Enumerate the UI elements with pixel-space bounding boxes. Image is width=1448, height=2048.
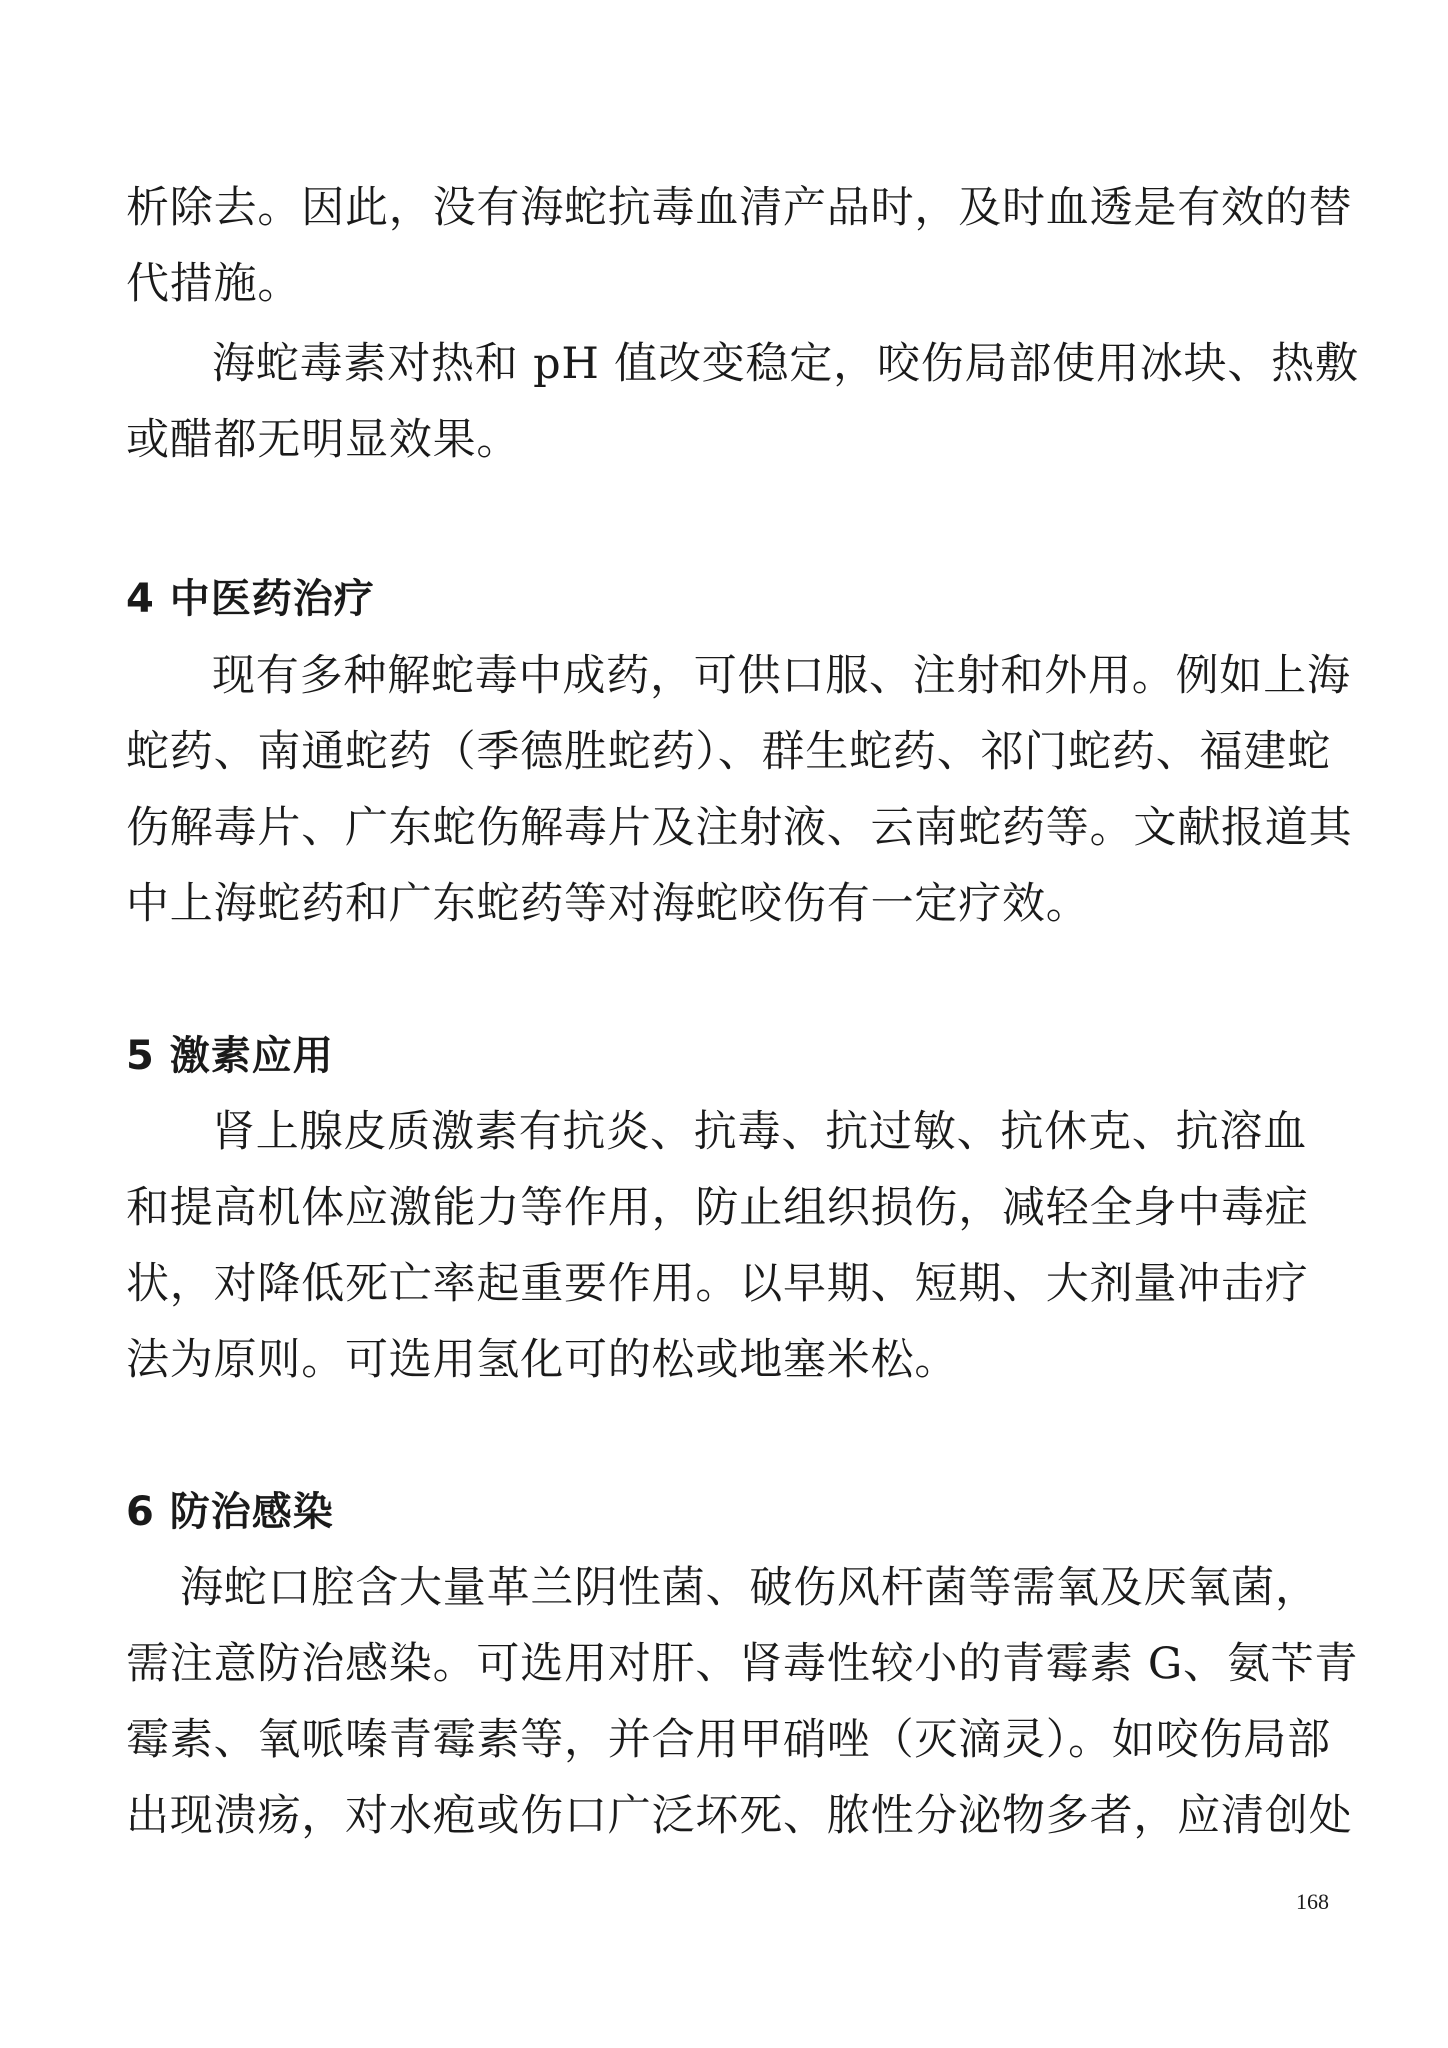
body-line: 和提高机体应激能力等作用，防止组织损伤，减轻全身中毒症 (126, 1183, 1309, 1233)
body-line: 中上海蛇药和广东蛇药等对海蛇咬伤有一定疗效。 (126, 879, 1090, 929)
body-line: 代措施。 (126, 259, 302, 309)
page-number: 168 (1296, 1889, 1329, 1914)
body-line: 法为原则。可选用氢化可的松或地塞米松。 (126, 1335, 959, 1385)
body-line: 需注意防治感染。可选用对肝、肾毒性较小的青霉素 G、氨苄青 (126, 1639, 1359, 1689)
body-line: 霉素、氧哌嗪青霉素等，并合用甲硝唑（灭滴灵）。如咬伤局部 (126, 1715, 1331, 1765)
body-line: 蛇药、南通蛇药（季德胜蛇药）、群生蛇药、祁门蛇药、福建蛇 (126, 727, 1331, 777)
section-heading-infection: 6 防治感染 (126, 1489, 334, 1535)
body-line: 肾上腺皮质激素有抗炎、抗毒、抗过敏、抗休克、抗溶血 (212, 1107, 1307, 1157)
body-line: 海蛇口腔含大量革兰阴性菌、破伤风杆菌等需氧及厌氧菌， (180, 1563, 1319, 1613)
body-line: 海蛇毒素对热和 pH 值改变稳定，咬伤局部使用冰块、热敷 (212, 339, 1359, 389)
section-heading-tcm: 4 中医药治疗 (126, 576, 375, 622)
section-heading-hormone: 5 激素应用 (126, 1033, 334, 1079)
body-line: 析除去。因此，没有海蛇抗毒血清产品时，及时血透是有效的替 (126, 183, 1353, 233)
body-line: 或醋都无明显效果。 (126, 415, 521, 465)
body-line: 伤解毒片、广东蛇伤解毒片及注射液、云南蛇药等。文献报道其 (126, 803, 1353, 853)
body-line: 现有多种解蛇毒中成药，可供口服、注射和外用。例如上海 (212, 651, 1351, 701)
body-line: 出现溃疡，对水疱或伤口广泛坏死、脓性分泌物多者，应清创处 (126, 1791, 1353, 1841)
body-line: 状，对降低死亡率起重要作用。以早期、短期、大剂量冲击疗 (126, 1259, 1309, 1309)
